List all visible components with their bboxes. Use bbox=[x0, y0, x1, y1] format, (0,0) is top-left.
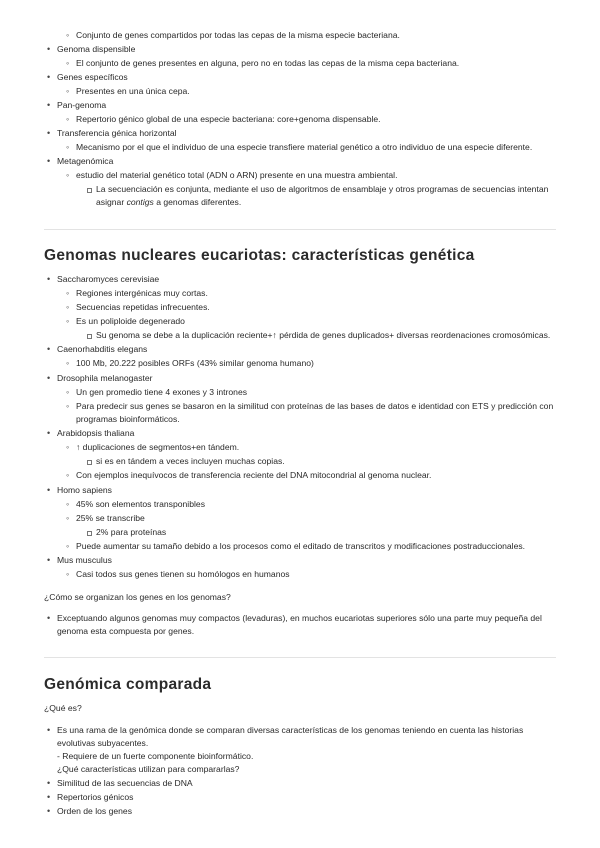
list-item: 45% son elementos transponibles bbox=[76, 499, 205, 509]
list-item: 100 Mb, 20.222 posibles ORFs (43% similar genoma humano) bbox=[76, 358, 314, 368]
list-item: si es en tándem a veces incluyen muchas copias. bbox=[96, 456, 285, 466]
list-item: Con ejemplos inequívocos de transferencia reciente del DNA mitocondrial al genoma nuclear. bbox=[76, 470, 432, 480]
list-item: Puede aumentar su tamaño debido a los procesos como el editado de transcritos y modificaciones postraduccionales. bbox=[76, 541, 526, 551]
section-heading: Genómica comparada bbox=[44, 676, 212, 693]
bullet-disc: • bbox=[47, 274, 51, 284]
list-item: Similitud de las secuencias de DNA bbox=[57, 778, 193, 788]
bullet-square bbox=[87, 334, 92, 339]
list-item-continuation: programas bioinformáticos. bbox=[76, 414, 180, 424]
bullet-disc: • bbox=[47, 100, 51, 110]
bullet-circle: ◦ bbox=[66, 499, 70, 509]
bullet-circle: ◦ bbox=[66, 170, 70, 180]
list-item: Es un poliploide degenerado bbox=[76, 316, 185, 326]
bullet-circle: ◦ bbox=[66, 513, 70, 523]
bullet-circle: ◦ bbox=[66, 401, 70, 411]
list-item: Genoma dispensible bbox=[57, 44, 136, 54]
list-item: Orden de los genes bbox=[57, 806, 133, 816]
bullet-circle: ◦ bbox=[66, 288, 70, 298]
list-item: Casi todos sus genes tienen su homólogos en humanos bbox=[76, 569, 290, 579]
list-item: Presentes en una única cepa. bbox=[76, 86, 190, 96]
section-divider bbox=[44, 229, 556, 230]
list-item: Pan-genoma bbox=[57, 100, 107, 110]
bullet-circle: ◦ bbox=[66, 58, 70, 68]
list-item: Secuencias repetidas infrecuentes. bbox=[76, 302, 210, 312]
list-item: Homo sapiens bbox=[57, 485, 112, 495]
list-item: ↑ duplicaciones de segmentos+en tándem. bbox=[76, 442, 240, 452]
list-item: 2% para proteínas bbox=[96, 527, 167, 537]
list-item: Conjunto de genes compartidos por todas las cepas de la misma especie bacteriana. bbox=[76, 30, 400, 40]
bullet-disc: • bbox=[47, 428, 51, 438]
list-item: La secuenciación es conjunta, mediante el uso de algoritmos de ensamblaje y otros programas de secuencias intentan bbox=[96, 184, 549, 194]
list-item: Arabidopsis thaliana bbox=[57, 428, 135, 438]
list-item: Un gen promedio tiene 4 exones y 3 intrones bbox=[76, 387, 248, 397]
section-heading: Genomas nucleares eucariotas: características genética bbox=[44, 247, 475, 264]
bullet-circle: ◦ bbox=[66, 442, 70, 452]
bullet-square bbox=[87, 531, 92, 536]
bullet-disc: • bbox=[47, 156, 51, 166]
bullet-disc: • bbox=[47, 806, 51, 816]
bullet-square bbox=[87, 460, 92, 465]
list-item: 25% se transcribe bbox=[76, 513, 145, 523]
bullet-disc: • bbox=[47, 72, 51, 82]
bullet-disc: • bbox=[47, 128, 51, 138]
bullet-circle: ◦ bbox=[66, 142, 70, 152]
bullet-circle: ◦ bbox=[66, 114, 70, 124]
list-item: Mus musculus bbox=[57, 555, 112, 565]
list-item: Saccharomyces cerevisiae bbox=[57, 274, 160, 284]
question-text: ¿Cómo se organizan los genes en los genomas? bbox=[44, 592, 231, 602]
list-item: Drosophila melanogaster bbox=[57, 373, 153, 383]
bullet-circle: ◦ bbox=[66, 470, 70, 480]
bullet-circle: ◦ bbox=[66, 86, 70, 96]
bullet-disc: • bbox=[47, 778, 51, 788]
bullet-disc: • bbox=[47, 792, 51, 802]
bullet-circle: ◦ bbox=[66, 541, 70, 551]
bullet-square bbox=[87, 188, 92, 193]
list-item: Caenorhabditis elegans bbox=[57, 344, 148, 354]
bullet-circle: ◦ bbox=[66, 30, 70, 40]
list-item: Repertorio génico global de una especie bacteriana: core+genoma dispensable. bbox=[76, 114, 381, 124]
bullet-disc: • bbox=[47, 373, 51, 383]
list-item: Regiones intergénicas muy cortas. bbox=[76, 288, 208, 298]
list-item: estudio del material genético total (ADN o ARN) presente en una muestra ambiental. bbox=[76, 170, 398, 180]
list-item: Metagenómica bbox=[57, 156, 114, 166]
bullet-disc: • bbox=[47, 613, 51, 623]
list-item-continuation: ¿Qué características utilizan para compararlas? bbox=[57, 764, 240, 774]
section-divider bbox=[44, 657, 556, 658]
list-item: Transferencia génica horizontal bbox=[57, 128, 177, 138]
bullet-circle: ◦ bbox=[66, 316, 70, 326]
list-item: Repertorios génicos bbox=[57, 792, 134, 802]
list-item: Mecanismo por el que el individuo de una especie transfiere material genético a otro individuo de una especie diferente. bbox=[76, 142, 533, 152]
bullet-circle: ◦ bbox=[66, 302, 70, 312]
bullet-circle: ◦ bbox=[66, 387, 70, 397]
list-item-continuation: evolutivas subyacentes. bbox=[57, 738, 149, 748]
list-item-continuation: asignar contigs a genomas diferentes. bbox=[96, 197, 242, 207]
answer-line: Exceptuando algunos genomas muy compactos (levaduras), en muchos eucariotas superiores sólo una parte muy pequeña del bbox=[57, 613, 542, 623]
bullet-disc: • bbox=[47, 725, 51, 735]
question-text: ¿Qué es? bbox=[44, 703, 82, 713]
bullet-disc: • bbox=[47, 44, 51, 54]
list-item: El conjunto de genes presentes en alguna, pero no en todas las cepas de la misma cepa bacteriana. bbox=[76, 58, 460, 68]
bullet-circle: ◦ bbox=[66, 358, 70, 368]
list-item: Genes específicos bbox=[57, 72, 128, 82]
bullet-disc: • bbox=[47, 485, 51, 495]
answer-line: genoma esta compuesta por genes. bbox=[57, 626, 195, 636]
list-item: Su genoma se debe a la duplicación reciente+↑ pérdida de genes duplicados+ diversas reordenaciones cromosómicas. bbox=[96, 330, 551, 340]
list-item: Para predecir sus genes se basaron en la similitud con proteínas de las bases de datos e identidad con ETS y predicción con bbox=[76, 401, 554, 411]
bullet-disc: • bbox=[47, 344, 51, 354]
list-item: Es una rama de la genómica donde se comparan diversas características de los genomas teniendo en cuenta las historias bbox=[57, 725, 524, 735]
bullet-circle: ◦ bbox=[66, 569, 70, 579]
bullet-disc: • bbox=[47, 555, 51, 565]
list-item-continuation: - Requiere de un fuerte componente bioinformático. bbox=[57, 751, 254, 761]
